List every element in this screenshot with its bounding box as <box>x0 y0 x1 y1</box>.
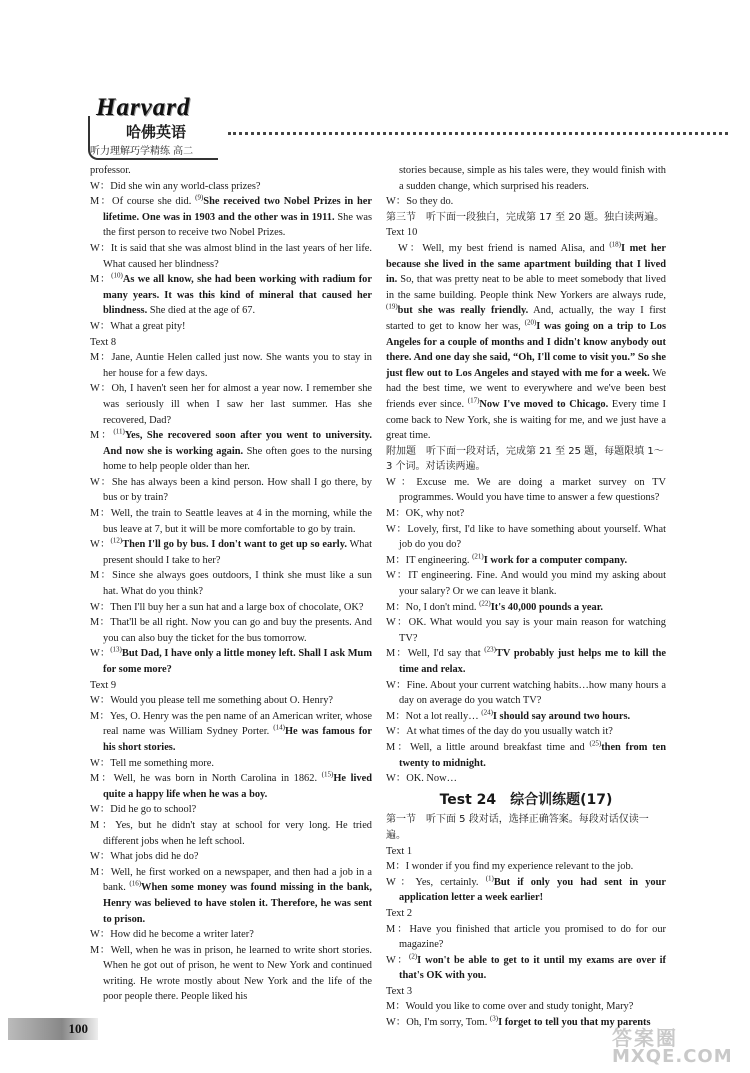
dialogue-line: W：Oh, I haven't seen her for almost a year now. I remember she was seriously ill when I saw her last summer. Has she recovered, Dad? <box>90 383 372 426</box>
question-number: (20) <box>524 318 537 327</box>
dialogue-line: W：So they do. <box>386 196 454 208</box>
section-heading: 第一节 听下面 5 段对话，选择正确答案。每段对话仅读一遍。 <box>386 814 649 841</box>
dialogue-line: W：$^{(12)}$Then I'll go by bus. I don't want to get up so early. What present should I take to her? <box>90 536 372 566</box>
answer-text: When some money was found missing in the bank, Henry was believed to have stolen it. Therefore, he was sent to prison. <box>103 882 372 925</box>
dialogue-line: W：At what times of the day do you usually watch it? <box>386 726 613 738</box>
text-label: Text 8 <box>90 336 117 348</box>
dialogue-line: M：Well, he was born in North Carolina in 1862. $^{(15)}$He lived quite a happy life when he was a boy. <box>90 770 373 800</box>
dialogue-line: W：Oh, I'm sorry, Tom. $^{(3)}$I forget to tell you that my parents <box>386 1014 651 1029</box>
dialogue-line: M：No, I don't mind. $^{(22)}$It's 40,000 pounds a year. <box>386 599 603 613</box>
answer-text: It's 40,000 pounds a year. <box>490 601 603 613</box>
question-number: (15) <box>321 770 334 779</box>
dialogue-line: M：That'll be all right. Now you can go and buy the presents. And you can also buy the ticket for the bus tomorrow. <box>90 617 372 644</box>
answer-text: then from ten twenty to midnight. <box>399 741 666 769</box>
answer-text: I met her because she lived in the same apartment building that I lived in. <box>386 242 666 286</box>
question-number: (10) <box>111 271 123 280</box>
dialogue-line: M：Well, a little around breakfast time and $^{(25)}$then from ten twenty to midnight. <box>386 739 666 769</box>
monologue: W：Well, my best friend is named Alisa, and $^{(18)}$I met her because she lived in the same apartment building that I lived in. So, that was pretty neat to be able to meet somebody that lived in the same building. People think New Yorkers are always rude, $^{(19)}$but she was really friendly. And, actually, the way I first started to get to know her was, $^{(20)}$I was going on a trip to Los Angeles for a couple of months and I didn't know anybody out there. And one day she said, “Oh, I'll come to visit you.” So she just flew out to Los Angeles and stayed with me for a week. We had the best time, we went to everywhere and we've been best friends ever since. $^{(17)}$Now I've moved to Chicago. Every time I come back to New York, she is waiting for me, and we just have a great time. <box>386 240 666 442</box>
dialogue-line: W：Did he go to school? <box>90 804 197 816</box>
text-label: Text 9 <box>90 679 117 691</box>
question-number: (3) <box>489 1014 499 1023</box>
dialogue-line: W：What a great pity! <box>90 320 186 332</box>
answer-text: She received two Nobel Prizes in her lifetime. One was in 1903 and the other was in 1911. <box>103 196 372 223</box>
dialogue-line: M：Jane, Auntie Helen called just now. She wants you to stay in her house for a few days. <box>90 352 372 379</box>
dialogue-line: W：Tell me something more. <box>90 757 214 769</box>
left-column <box>90 163 372 1005</box>
question-number: (16) <box>129 879 142 888</box>
question-number: (21) <box>472 552 484 561</box>
dialogue-line: W：What jobs did he do? <box>90 851 199 863</box>
dialogue-line: W：IT engineering. Fine. And would you mind my asking about your salary? Or we can leave it blank. <box>386 570 666 598</box>
question-number: (24) <box>481 708 493 717</box>
dialogue-line: W：She has always been a kind person. How shall I go there, by bus or by train? <box>90 476 372 504</box>
site-watermark <box>612 1022 742 1070</box>
dialogue-line: W：$^{(2)}$I won't be able to get to it until my exams are over if that's OK with you. <box>386 952 666 982</box>
question-number: (18) <box>609 240 622 249</box>
question-number: (9) <box>195 193 204 202</box>
page-header <box>88 94 728 160</box>
text-label: Text 1 <box>386 845 413 857</box>
dialogue-line: W：OK. Now… <box>386 773 457 785</box>
question-number: (2) <box>408 952 418 961</box>
dialogue-line: M：Well, the train to Seattle leaves at 4 in the morning, while the bus leave at 7, but it will be more comfortable to go by train. <box>90 508 372 535</box>
dialogue-line: W：It is said that she was almost blind in the last years of her life. What caused her blindness? <box>90 242 372 270</box>
question-number: (17) <box>467 396 480 405</box>
logo-chinese-title: 哈佛英语 <box>126 123 187 141</box>
answer-text: I work for a computer company. <box>483 554 628 566</box>
header-dotted-rule <box>228 132 728 135</box>
dialogue-line: professor. <box>90 165 131 176</box>
dialogue-line: M：Well, he first worked on a newspaper, and then had a job in a bank. $^{(16)}$When some money was found missing in the bank, Henry was believed to have stolen it. Therefore, he was sent to prison. <box>90 866 372 925</box>
dialogue-line: W：OK. What would you say is your main reason for watching TV? <box>386 617 666 644</box>
answer-text: But if only you had sent in your application letter a week earlier! <box>399 876 666 904</box>
dialogue-line: M：Yes, O. Henry was the pen name of an American writer, whose real name was William Sydney Porter. $^{(14)}$He was famous for his short stories. <box>90 710 372 753</box>
answer-text: I was going on a trip to Los Angeles for a couple of months and I didn't know anybody out there. And one day she said, “Oh, I'll come to visit you.” So she just flew out to Los Angeles and stayed with me for a week. <box>386 320 666 379</box>
answer-text: He lived quite a happy life when he was a boy. <box>103 773 373 800</box>
dialogue-line: W：$^{(13)}$But Dad, I have only a little money left. Shall I ask Mum for some more? <box>90 645 372 675</box>
dialogue-line: M：Yes, but he didn't stay at school for very long. He tried different jobs when he left school. <box>90 819 372 847</box>
answer-text: But Dad, I have only a little money left. Shall I ask Mum for some more? <box>103 648 372 675</box>
text-label: Text 3 <box>386 985 413 997</box>
answer-text: He was famous for his short stories. <box>103 726 372 753</box>
dialogue-line: W：Excuse me. We are doing a market survey on TV programmes. Would you have time to answer a few questions? <box>386 476 666 504</box>
dialogue-line: M：Of course she did. $^{(9)}$She received two Nobel Prizes in her lifetime. One was in 1903 and the other was in 1911. She was the first person to receive two Nobel Prizes. <box>90 193 372 239</box>
section-heading: 第三节 听下面一段独白，完成第 17 至 20 题。独白读两遍。 <box>386 211 665 223</box>
dialogue-line: W：Would you please tell me something about O. Henry? <box>90 695 333 707</box>
dialogue-line: M：I wonder if you find my experience relevant to the job. <box>386 861 634 873</box>
question-number: (1) <box>485 874 494 883</box>
page-number: 100 <box>8 1018 98 1040</box>
answer-text: I won't be able to get to it until my exams are over if that's OK with you. <box>399 954 666 982</box>
dialogue-line: W：Yes, certainly. $^{(1)}$But if only you had sent in your application letter a week earlier! <box>386 874 666 904</box>
text-label: Text 2 <box>386 907 413 919</box>
section-heading: 附加题 听下面一段对话，完成第 21 至 25 题，每题限填 1～3 个词。对话读两遍。 <box>386 445 664 473</box>
dialogue-line: W：How did he become a writer later? <box>90 929 254 941</box>
question-number: (14) <box>273 723 285 732</box>
dialogue-line: W：Then I'll buy her a sun hat and a large box of chocolate, OK? <box>90 601 364 613</box>
dialogue-line: M：Not a lot really… $^{(24)}$I should say around two hours. <box>386 708 631 722</box>
dialogue-line: M：Would you like to come over and study tonight, Mary? <box>386 1001 634 1013</box>
question-number: (23) <box>484 645 496 654</box>
answer-text: TV probably just helps me to kill the time and relax. <box>399 648 667 675</box>
answer-text: I forget to tell you that my parents <box>498 1017 651 1029</box>
right-column <box>386 163 666 1031</box>
text-label: Text 10 <box>386 227 418 239</box>
dialogue-line: W：Lovely, first, I'd like to have something about yourself. What job do you do? <box>386 523 666 551</box>
question-number: (19) <box>386 302 398 311</box>
dialogue-line: M：IT engineering. $^{(21)}$I work for a computer company. <box>386 552 628 566</box>
answer-text: As we all know, she had been working with radium for many years. It was this kind of mineral that caused her blindness. <box>103 274 372 317</box>
answer-text: I should say around two hours. <box>492 710 631 722</box>
answer-text: Then I'll go by bus. I don't want to get up so early. <box>122 539 347 551</box>
dialogue-line: M：Well, when he was in prison, he learned to write short stories. When he got out of prison, he went to New York and continued writing. He wrote mostly about New York and the life of the poor people there. People liked his <box>90 944 372 1003</box>
answer-text: but she was really friendly. <box>397 305 529 317</box>
logo-subtitle: 听力理解巧学精练 高二 <box>90 146 194 157</box>
dialogue-line: M：$^{(10)}$As we all know, she had been working with radium for many years. It was this kind of mineral that caused her blindness. She died at the age of 67. <box>90 271 372 317</box>
dialogue-line: W：Fine. About your current watching habits…how many hours a day on average do you watch TV? <box>386 679 666 707</box>
answer-text: Now I've moved to Chicago. <box>479 398 609 410</box>
dialogue-line: M：$^{(11)}$Yes, She recovered soon after you went to university. And now she is working again. She often goes to the nursing home to help people older than her. <box>90 427 372 473</box>
logo-harvard: Harvard <box>96 94 191 121</box>
dialogue-line: M：Have you finished that article you promised to do for our magazine? <box>386 923 666 951</box>
dialogue-line: stories because, simple as his tales were, they would finish with a sudden change, which surprised his readers. <box>399 165 666 192</box>
question-number: (12) <box>110 536 123 545</box>
test-title: Test 24 综合训练题(17) <box>439 791 613 808</box>
dialogue-line: W：Did she win any world-class prizes? <box>90 180 261 192</box>
watermark-top-text: 答案圈 <box>612 1026 678 1050</box>
question-number: (22) <box>479 599 491 608</box>
watermark-bottom-text: MXQE.COM <box>612 1046 733 1067</box>
question-number: (11) <box>113 427 125 436</box>
dialogue-line: M：Since she always goes outdoors, I think she must like a sun hat. What do you think? <box>90 570 372 598</box>
dialogue-line: M：OK, why not? <box>386 508 465 520</box>
question-number: (25) <box>589 739 602 748</box>
answer-text: Yes, She recovered soon after you went to university. And now she is working again. <box>103 430 372 457</box>
dialogue-line: M：Well, I'd say that $^{(23)}$TV probably just helps me to kill the time and relax. <box>386 645 667 675</box>
question-number: (13) <box>110 645 122 654</box>
